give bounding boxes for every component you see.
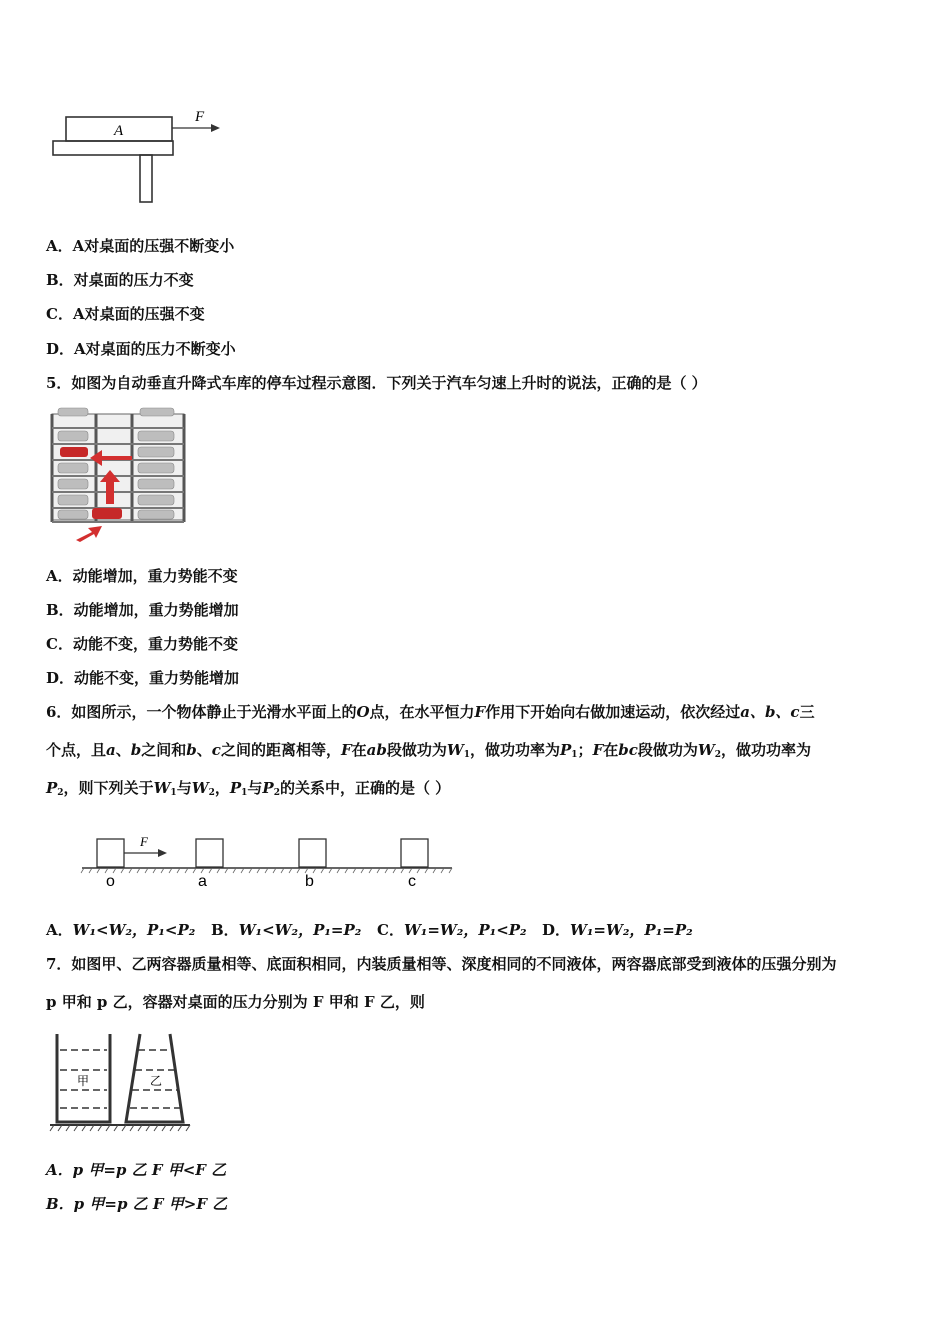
q6-figure	[78, 826, 458, 896]
q4-option-c[interactable]: C．A对桌面的压强不变	[46, 305, 205, 323]
q6-option-d[interactable]: D．W₁=W₂，P₁=P₂	[542, 921, 693, 939]
label-jia: 甲	[77, 1074, 90, 1088]
q5-stem: 5．如图为自动垂直升降式车库的停车过程示意图．下列关于汽车匀速上升时的说法，正确的是（ ）	[46, 374, 707, 392]
point-o-label: o	[106, 873, 115, 890]
q7-stem-line-2: p 甲和 p 乙，容器对桌面的压力分别为 F 甲和 F 乙，则	[46, 993, 425, 1011]
block-a-label: A	[114, 123, 124, 139]
q6-stem-line-2: 个点，且a、b之间和b、c之间的距离相等，F在ab段做功为$W_1$，做功功率为$P_1$；F在bc段做功为$W_2$，做功功率为	[46, 741, 812, 760]
q7-option-a[interactable]: A．p 甲=p 乙 F 甲<F 乙	[46, 1161, 227, 1179]
q6-option-a[interactable]: A．W₁<W₂，P₁<P₂	[46, 921, 196, 939]
q6-option-b[interactable]: B．W₁<W₂，P₁=P₂	[211, 921, 362, 939]
box-c	[401, 839, 428, 867]
force-arrow-head	[211, 124, 220, 132]
q6-options-row	[46, 920, 693, 940]
box-a	[196, 839, 223, 867]
q6-option-c[interactable]: C．W₁=W₂，P₁<P₂	[377, 921, 527, 939]
label-yi: 乙	[150, 1074, 163, 1088]
q6-stem-line-1: 6．如图所示，一个物体静止于光滑水平面上的O点，在水平恒力F作用下开始向右做加速运动，依次经过a、b、c三	[46, 703, 815, 721]
force-arrow-head	[158, 849, 167, 857]
q6-stem-line-3: $P_2$，则下列关于$W_1$与$W_2$，$P_1$与$P_2$的关系中，正确的是（ ）	[46, 779, 451, 798]
point-b-label: b	[305, 873, 314, 890]
q7-stem-line-1: 7．如图甲、乙两容器质量相等、底面积相同，内装质量相等、深度相同的不同液体，两容器底部受到液体的压强分别为	[46, 955, 837, 973]
q7-option-b[interactable]: B．p 甲=p 乙 F 甲>F 乙	[46, 1195, 228, 1213]
q4-option-d[interactable]: D．A对桌面的压力不断变小	[46, 340, 236, 358]
q5-option-c[interactable]: C．动能不变，重力势能不变	[46, 635, 238, 653]
box-b	[299, 839, 326, 867]
q4-option-a[interactable]: A．A对桌面的压强不断变小	[46, 237, 235, 255]
force-label: F	[195, 109, 205, 125]
point-a-label: a	[198, 873, 207, 890]
box-o	[97, 839, 124, 867]
q7-containers-figure	[48, 1030, 193, 1135]
q5-garage-figure	[46, 404, 190, 544]
q5-option-a[interactable]: A．动能增加，重力势能不变	[46, 567, 238, 585]
table-top	[53, 141, 173, 155]
point-c-label: c	[408, 873, 416, 890]
force-label: F	[140, 834, 148, 849]
table-leg	[140, 155, 152, 202]
q4-option-b[interactable]: B．对桌面的压力不变	[46, 271, 194, 289]
q4-figure	[48, 100, 238, 210]
q5-option-d[interactable]: D．动能不变，重力势能增加	[46, 669, 240, 687]
q5-option-b[interactable]: B．动能增加，重力势能增加	[46, 601, 239, 619]
